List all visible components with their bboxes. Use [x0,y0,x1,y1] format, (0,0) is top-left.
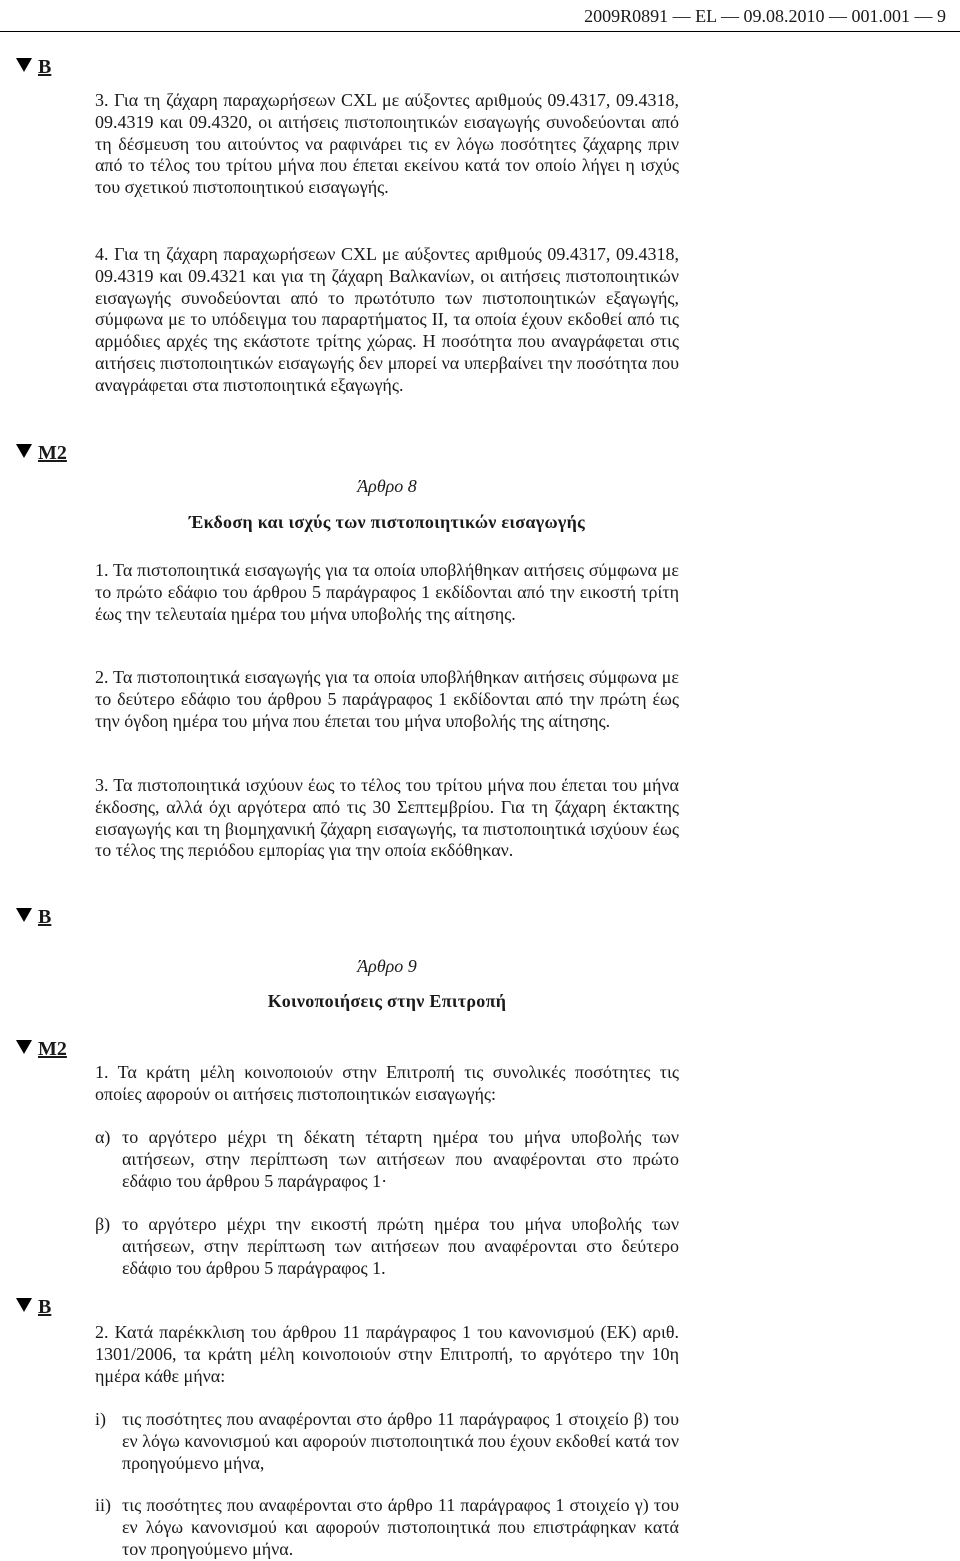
list-item-ii [95,1494,679,1560]
list-item-i [95,1408,679,1474]
list-item-label: α) [95,1127,111,1147]
amendment-marker-b [16,1296,51,1319]
paragraph-text: 3. Για τη ζάχαρη παραχωρήσεων CXL με αύξοντες αριθμούς 09.4317, 09.4318, 09.4319 και 09.4320, οι αιτήσεις πιστοποιητικών εισαγωγής συνοδεύονται από τη δέσμευση του αιτούντος να ραφινάρει τις εν λόγω ποσότητες ζάχαρης πριν από το τέλος του τρίτου μήνα που έπεται εκείνου κατά τον οποίο λήγει η ισχύς του σχετικού πιστοποιητικού εισαγωγής. [95,90,679,198]
amendment-marker-b [16,906,51,929]
marker-label: B [38,906,52,928]
article-9-paragraph-1 [95,1062,679,1106]
triangle-down-icon [16,58,32,72]
header-rule [0,31,960,32]
list-item-text: τις ποσότητες που αναφέρονται στο άρθρο 11 παράγραφος 1 στοιχείο β) του εν λόγω κανονισμού και αφορούν πιστοποιητικά που έχουν εκδοθεί κατά τον προηγούμενο μήνα, [122,1409,679,1473]
paragraph-3 [95,90,679,199]
triangle-down-icon [16,1298,32,1312]
article-9-paragraph-2 [95,1322,679,1387]
list-item-label: i) [95,1409,106,1429]
amendment-marker-b [16,56,51,79]
list-item-text: τις ποσότητες που αναφέρονται στο άρθρο 11 παράγραφος 1 στοιχείο γ) του εν λόγω κανονισμού και αφορούν πιστοποιητικά που επιστράφηκαν κατά τον προηγούμενο μήνα. [122,1495,679,1559]
article-8-title: Άρθρο 8 [357,476,417,496]
triangle-down-icon [16,908,32,922]
marker-label: B [38,1296,52,1318]
article-9-heading: Κοινοποιήσεις στην Επιτροπή [267,991,507,1011]
paragraph-text: 1. Τα πιστοποιητικά εισαγωγής για τα οποία υποβλήθηκαν αιτήσεις σύμφωνα με το πρώτο εδάφιο του άρθρου 5 παράγραφος 1 εκδίδονται από την εικοστή τρίτη έως την τελευταία ημέρα του μήνα υποβολής της αίτησης. [95,560,679,624]
article-9-title: Άρθρο 9 [357,956,417,976]
header-text: 2009R0891 — EL — 09.08.2010 — 001.001 — 9 [584,6,946,26]
triangle-down-icon [16,444,32,458]
list-item-label: β) [95,1214,111,1234]
paragraph-text: 1. Τα κράτη μέλη κοινοποιούν στην Επιτροπή τις συνολικές ποσότητες τις οποίες αφορούν οι αιτήσεις πιστοποιητικών εισαγωγής: [95,1062,679,1104]
page-header [0,0,960,30]
article-8-paragraph-1 [95,560,679,625]
marker-label: M2 [38,442,67,464]
paragraph-text: 3. Τα πιστοποιητικά ισχύουν έως το τέλος του τρίτου μήνα που έπεται του μήνα έκδοσης, αλλά όχι αργότερα από τις 30 Σεπτεμβρίου. Για τη ζάχαρη έκτακτης εισαγωγής και τη βιομηχανική ζάχαρη εισαγωγής, τα πιστοποιητικά ισχύουν έως το τέλος της περιόδου εμπορίας για την οποία εκδόθηκαν. [95,775,679,861]
paragraph-text: 2. Τα πιστοποιητικά εισαγωγής για τα οποία υποβλήθηκαν αιτήσεις σύμφωνα με το δεύτερο εδάφιο του άρθρου 5 παράγραφος 1 εκδίδονται από την πρώτη έως την όγδοη ημέρα του μήνα που έπεται του μήνα υποβολής της αίτησης. [95,667,679,731]
paragraph-4 [95,244,679,397]
list-item-text: το αργότερο μέχρι την εικοστή πρώτη ημέρα του μήνα υποβολής των αιτήσεων, στην περίπτωση των αιτήσεων που αναφέρονται στο δεύτερο εδάφιο του άρθρου 5 παράγραφος 1. [122,1214,679,1278]
marker-label: B [38,56,52,78]
amendment-marker-m2 [16,1038,67,1061]
list-item-a [95,1126,679,1192]
list-item-b [95,1213,679,1279]
article-8-paragraph-3 [95,775,679,862]
list-item-label: ii) [95,1495,111,1515]
paragraph-text: 2. Κατά παρέκκλιση του άρθρου 11 παράγραφος 1 του κανονισμού (ΕΚ) αριθ. 1301/2006, τα κράτη μέλη κοινοποιούν στην Επιτροπή, το αργότερο την 10η ημέρα κάθε μήνα: [95,1322,679,1386]
amendment-marker-m2 [16,442,67,465]
marker-label: M2 [38,1038,67,1060]
article-8-paragraph-2 [95,667,679,732]
triangle-down-icon [16,1040,32,1054]
list-item-text: το αργότερο μέχρι τη δέκατη τέταρτη ημέρα του μήνα υποβολής των αιτήσεων, στην περίπτωση των αιτήσεων που αναφέρονται στο πρώτο εδάφιο του άρθρου 5 παράγραφος 1· [122,1127,679,1191]
paragraph-text: 4. Για τη ζάχαρη παραχωρήσεων CXL με αύξοντες αριθμούς 09.4317, 09.4318, 09.4319 και 09.4321 και για τη ζάχαρη Βαλκανίων, οι αιτήσεις πιστοποιητικών εισαγωγής συνοδεύονται από το πρωτότυπο των πιστοποιητικών εξαγωγής, σύμφωνα με το υπόδειγμα του παραρτήματος II, τα οποία έχουν εκδοθεί από τις αρμόδιες αρχές της εκάστοτε τρίτης χώρας. Η ποσότητα που αναγράφεται στις αιτήσεις πιστοποιητικών εισαγωγής δεν μπορεί να υπερβαίνει την ποσότητα που αναγράφεται στα πιστοποιητικά εξαγωγής. [95,244,679,395]
article-8-heading: Έκδοση και ισχύς των πιστοποιητικών εισαγωγής [188,512,586,532]
